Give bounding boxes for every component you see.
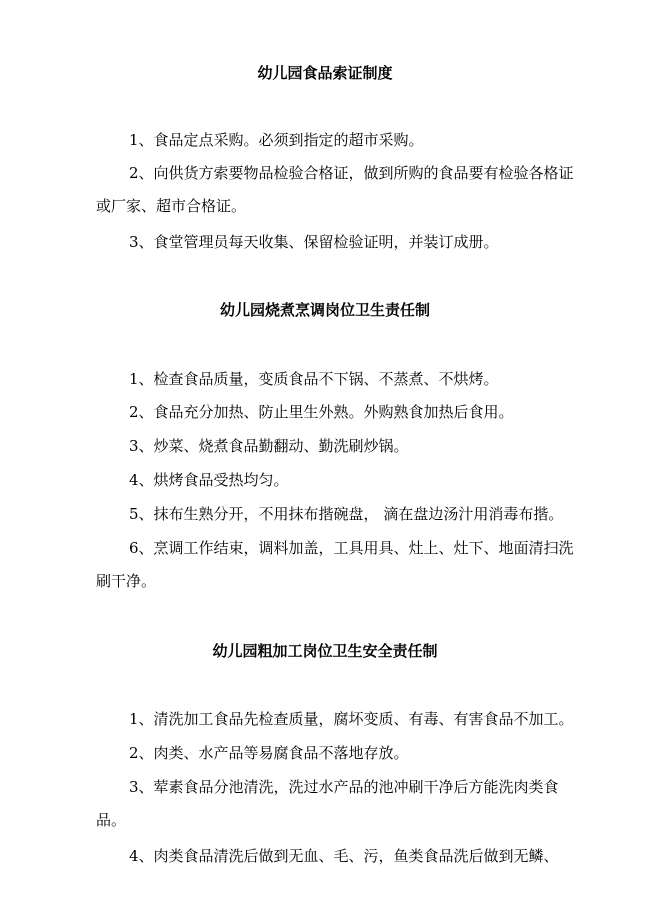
paragraph-item: 1、食品定点采购。必须到指定的超市采购。 xyxy=(129,131,424,149)
paragraph-item: 1、检查食品质量，变质食品不下锅、不蒸煮、不烘烤。 xyxy=(129,370,499,388)
paragraph-item: 3、荤素食品分池清洗，洗过水产品的池冲刷干净后方能洗肉类食品。 xyxy=(96,778,559,829)
paragraph-item: 6、烹调工作结束，调料加盖，工具用具、灶上、灶下、地面清扫洗刷干净。 xyxy=(96,539,574,590)
paragraph-item: 2、肉类、水产品等易腐食品不落地存放。 xyxy=(129,744,409,762)
paragraph-item: 5、抹布生熟分开，不用抹布揩碗盘， 滴在盘边汤汁用消毒布揩。 xyxy=(129,505,564,523)
paragraph-item: 1、清洗加工食品先检查质量，腐坏变质、有毒、有害食品不加工。 xyxy=(129,710,574,728)
section-title-processing-safety: 幼儿园粗加工岗位卫生安全责任制 xyxy=(212,642,438,660)
section-title-food-certificate: 幼儿园食品索证制度 xyxy=(257,64,393,82)
paragraph-item: 3、炒菜、烧煮食品勤翻动、勤洗刷炒锅。 xyxy=(129,437,409,455)
paragraph-item: 2、食品充分加热、防止里生外熟。外购熟食加热后食用。 xyxy=(129,403,514,421)
section-title-cooking-hygiene: 幼儿园烧煮烹调岗位卫生责任制 xyxy=(219,301,430,319)
paragraph-item: 3、食堂管理员每天收集、保留检验证明，并装订成册。 xyxy=(129,233,499,251)
paragraph-item: 4、肉类食品清洗后做到无血、毛、污，鱼类食品洗后做到无鳞、 xyxy=(129,847,559,865)
paragraph-item: 2、向供货方索要物品检验合格证，做到所购的食品要有检验各格证或厂家、超市合格证。 xyxy=(96,164,574,215)
paragraph-item: 4、烘烤食品受热均匀。 xyxy=(129,471,289,489)
